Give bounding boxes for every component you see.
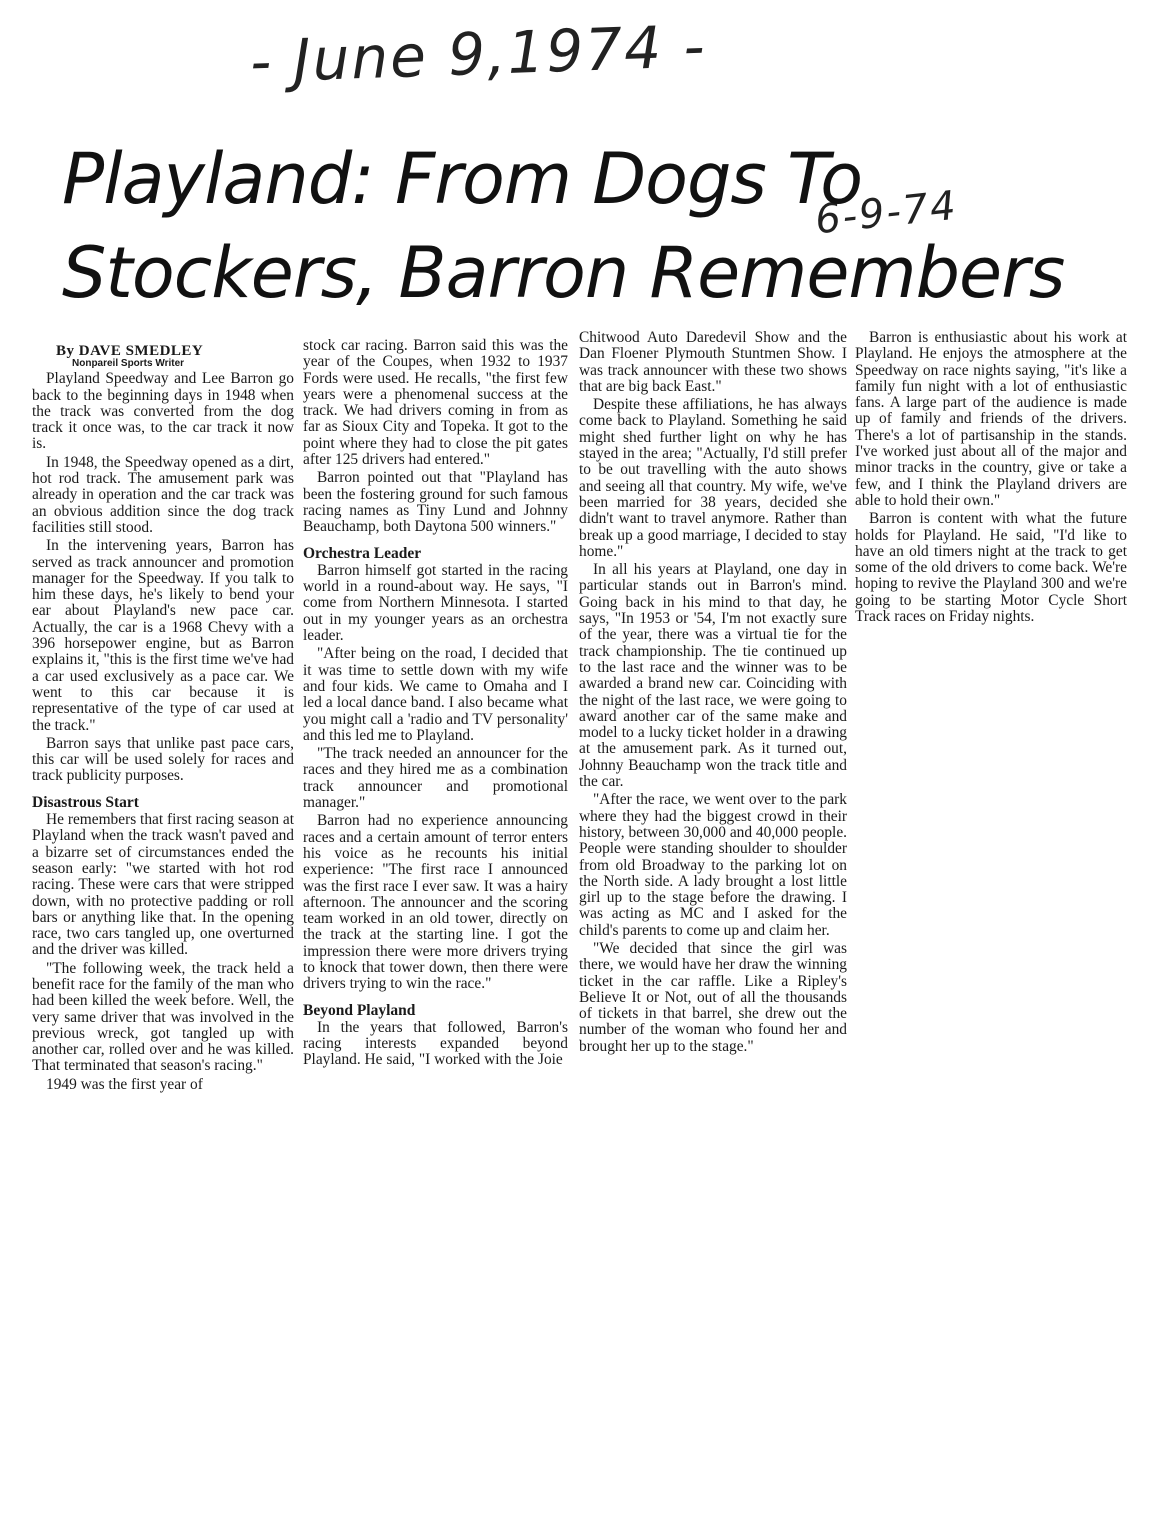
article-paragraph: He remembers that first racing season at Playland when the track wasn't paved and a bizarre set of circumstances ended the season early: "we started with hot rod racing. These were cars that were stripped down, with no protective padding or roll bars or anything like that. In the opening race, two cars tangled up, one overturned and the driver was killed. <box>32 811 294 959</box>
column-4-body <box>855 330 1127 625</box>
article-column-1 <box>32 343 294 1095</box>
section-heading: Beyond Playland <box>303 1001 416 1019</box>
article-paragraph: "We decided that since the girl was there, we would have her draw the winning ticket in the car raffle. Like a Ripley's Believe It or Not, out of all the thousands of tickets in that barrel, she drew out the number of the woman who found her and brought her up to the stage." <box>579 939 847 1055</box>
article-paragraph: "After being on the road, I decided that it was time to settle down with my wife and four kids. We came to Omaha and I led a local dance band. I also became what you might call a 'radio and TV personality' and this led me to Playland. <box>303 645 568 744</box>
article-paragraph: In all his years at Playland, one day in particular stands out in Barron's mind. Going back in his mind to that day, he says, "In 1953 or '54, I'm not exactly sure of the year, there was a virtual tie for the track championship. The tie continued up to the last race and the winner was to be awarded a brand new car. Coinciding with the night of the last race, we were going to award another car of the same make and model to a lucky ticket holder in a drawing at the amusement park. As it turned out, Johnny Beauchamp won the track title and the car. <box>579 561 847 791</box>
column-1-body <box>32 371 294 1093</box>
article-paragraph: Barron is content with what the future holds for Playland. He said, "I'd like to have an old timers night at the track to get some of the old drivers to come back. We're hoping to revive the Playland 300 and we're going to be starting Motor Cycle Short Track races on Friday nights. <box>855 510 1127 626</box>
handwritten-date-side: 6-9-74 <box>812 182 960 244</box>
article-paragraph: In 1948, the Speedway opened as a dirt, hot rod track. The amusement park was already in operation and the car track was an obvious addition since the dog track facilities still stood. <box>32 453 294 536</box>
column-2-body <box>303 338 568 1069</box>
section-heading: Disastrous Start <box>32 793 139 811</box>
byline <box>32 343 294 369</box>
article-column-3 <box>579 330 847 1057</box>
byline-name: By DAVE SMEDLEY <box>56 343 204 359</box>
section-heading: Orchestra Leader <box>303 544 422 562</box>
article-paragraph: In the years that followed, Barron's racing interests expanded beyond Playland. He said, "I worked with the Joie <box>303 1018 568 1069</box>
article-paragraph: "The following week, the track held a benefit race for the family of the man who had been killed the week before. Well, the very same driver that was involved in the previous wreck, got tangled up with another car, rolled over and he was killed. That terminated that season's racing." <box>32 959 294 1075</box>
headline-line-1: Playland: From Dogs To <box>62 138 863 220</box>
article-paragraph: Barron says that unlike past pace cars, this car will be used solely for races and track publicity purposes. <box>32 734 294 785</box>
handwritten-date-top: - June 9,1974 - <box>248 12 708 96</box>
article-paragraph: stock car racing. Barron said this was the year of the Coupes, when 1932 to 1937 Fords were used. He recalls, "the first few years were a phenomenal success at the track. We had drivers coming in from as far as Sioux City and Topeka. It got to the point where they had to close the pit gates after 125 drivers had entered." <box>303 337 568 469</box>
article-paragraph: "The track needed an announcer for the races and they hired me as a combination track announcer and promotional manager." <box>303 745 568 812</box>
article-column-2 <box>303 338 568 1071</box>
article-paragraph: Barron had no experience announcing races and a certain amount of terror enters his voice as he recounts his initial experience: "The first race I announced was the first race I ever saw. It was a hairy afternoon. The announcer and the scoring team worked in an old tower, directly on the track at the starting line. I got the impression there were more drivers trying to knock that tower down, then there were drivers trying to win the race." <box>303 812 568 993</box>
article-paragraph: Barron is enthusiastic about his work at Playland. He enjoys the atmosphere at the Speedway on race nights saying, "it's like a family fun night with a lot of enthusiastic fans. A large part of the audience is made up of family and friends of the drivers. There's a lot of partisanship in the stands. I've worked just about all of the major and minor tracks in the country, give or take a few, and I think the Playland drivers are able to hold their own." <box>855 329 1127 509</box>
article-paragraph: In the intervening years, Barron has served as track announcer and promotion manager for the Speedway. If you talk to him these days, he's likely to bend your ear about Playland's new pace car. Actually, the car is a 1968 Chevy with a 396 horsepower engine, but as Barron explains it, "this is the first time we've had a car used exclusively as a pace car. We went to this car because it is representative of the type of car used at the track." <box>32 537 294 734</box>
article-paragraph: Playland Speedway and Lee Barron go back to the beginning days in 1948 when the track was converted from the dog track it once was, to the car track it now is. <box>32 370 294 453</box>
article-column-4 <box>855 330 1127 627</box>
article-paragraph: Despite these affiliations, he has always come back to Playland. Something he said might shed further light on why he has stayed in the area; "Actually, I'd still prefer to be out travelling with the auto shows and seeing all that country. My wife, we've been married for 38 years, decided she didn't want to travel anymore. Rather than break up a good marriage, I decided to stay home." <box>579 396 847 560</box>
article-paragraph: Barron pointed out that "Playland has been the fostering ground for such famous racing names as Tiny Lund and Johnny Beauchamp, both Daytona 500 winners." <box>303 469 568 536</box>
byline-role: Nonpareil Sports Writer <box>72 358 185 370</box>
headline-line-2: Stockers, Barron Remembers <box>62 232 1065 314</box>
article-paragraph: "After the race, we went over to the park where they had the biggest crowd in their history, between 30,000 and 40,000 people. People were standing shoulder to shoulder from old Broadway to the parking lot on the North side. A lady brought a lost little girl up to the stage before the drawing. I was acting as MC and I asked for the child's parents to come up and claim her. <box>579 791 847 939</box>
article-paragraph: Chitwood Auto Daredevil Show and the Dan Floener Plymouth Stuntmen Show. I was track announcer with these two shows that are big back East." <box>579 329 847 395</box>
column-3-body <box>579 330 847 1055</box>
article-paragraph: Barron himself got started in the racing world in a round-about way. He says, "I come from Northern Minnesota. I started out in my younger years as an orchestra leader. <box>303 561 568 645</box>
article-paragraph: 1949 was the first year of <box>46 1075 203 1093</box>
